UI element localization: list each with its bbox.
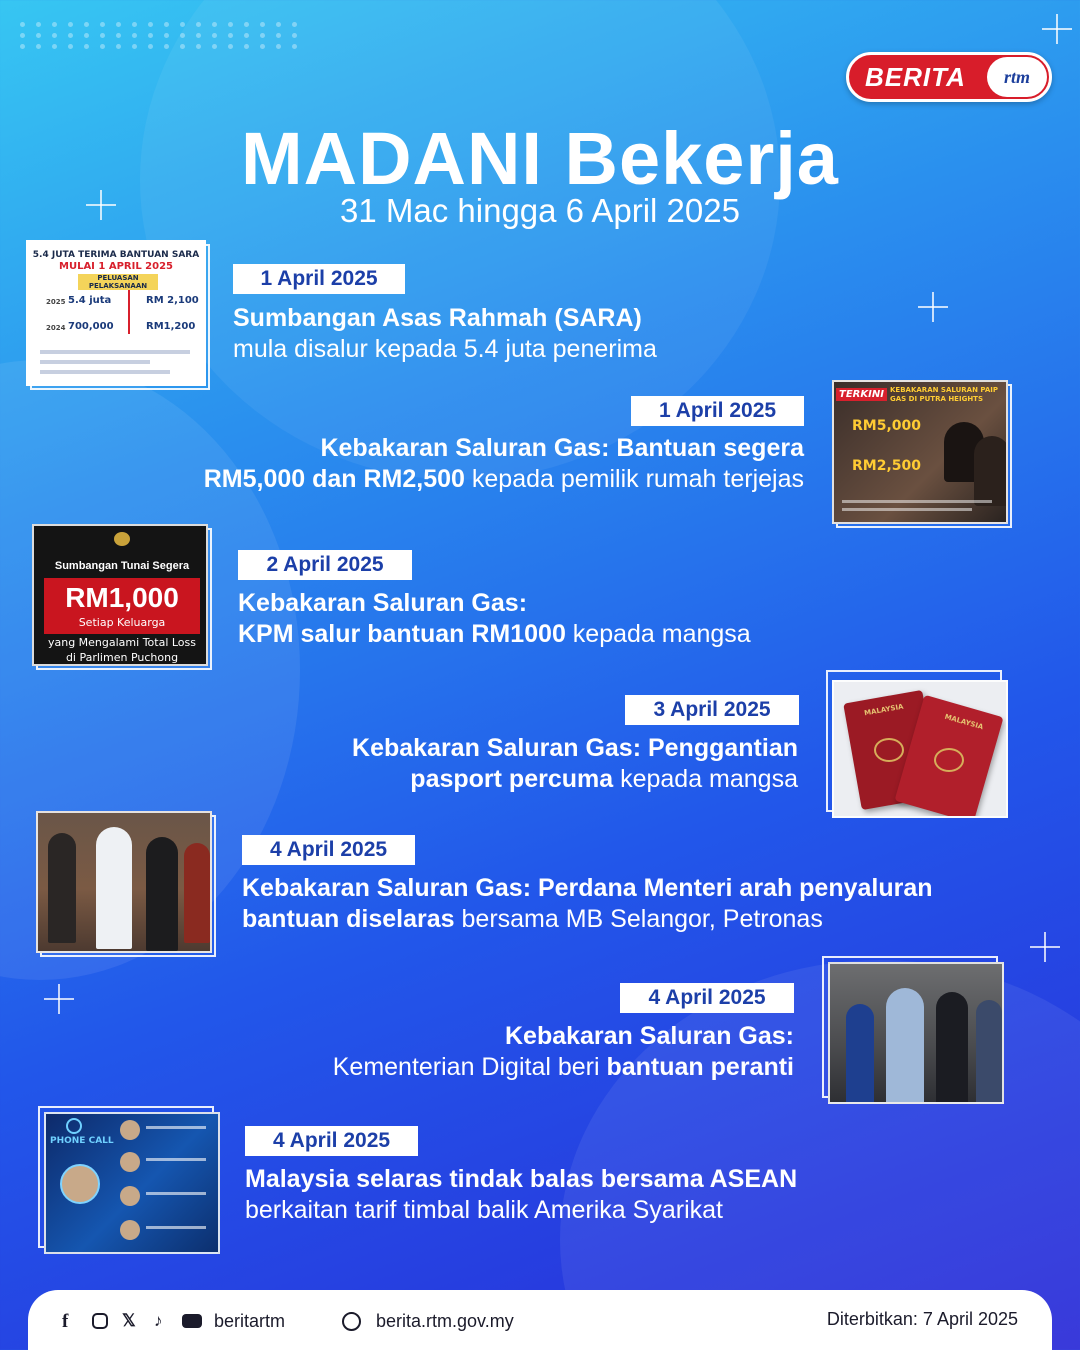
plus-decoration-icon — [1030, 932, 1060, 962]
globe-icon — [342, 1312, 361, 1331]
caption-line — [146, 1158, 206, 1161]
thumbnail-caption — [842, 508, 972, 511]
thumbnail-footnote — [40, 360, 150, 364]
thumbnail-subheading: MULAI 1 APRIL 2025 — [59, 261, 173, 272]
caption-line — [146, 1126, 206, 1129]
person-silhouette — [48, 833, 76, 943]
headline-bold: Kebakaran Saluran Gas: Bantuan segera — [320, 434, 804, 462]
dot-pattern — [20, 22, 302, 49]
thumbnail-value: RM2,500 — [852, 458, 921, 474]
date-tag: 4 April 2025 — [245, 1126, 418, 1156]
headline — [180, 1021, 794, 1083]
passport-label: MALAYSIA — [943, 712, 985, 732]
passport-label: MALAYSIA — [863, 702, 905, 718]
person-silhouette — [886, 988, 924, 1104]
youtube-icon[interactable] — [182, 1314, 202, 1328]
headline-text: kepada mangsa — [565, 620, 751, 648]
terkini-tag: TERKINI — [836, 388, 887, 401]
headline — [200, 733, 798, 795]
instagram-icon[interactable] — [92, 1313, 108, 1329]
thumbnail-footnote — [40, 370, 170, 374]
berita-rtm-logo — [846, 52, 1052, 102]
passport-thumbnail — [832, 680, 1008, 818]
headline — [245, 1164, 1005, 1226]
thumbnail-divider — [128, 290, 130, 334]
logo-text: BERITA — [865, 61, 966, 92]
thumbnail-heading: Sumbangan Tunai Segera — [54, 560, 190, 572]
headline-text: kepada pemilik rumah terjejas — [464, 465, 804, 493]
person-silhouette — [184, 843, 210, 943]
person-silhouette — [146, 837, 178, 951]
thumbnail-footnote — [40, 350, 190, 354]
plus-decoration-icon — [1042, 14, 1072, 44]
thumbnail-value: RM1,000 — [65, 582, 179, 613]
website-link[interactable]: berita.rtm.gov.my — [376, 1311, 514, 1331]
thumbnail-heading: 5.4 JUTA TERIMA BANTUAN SARA — [32, 250, 200, 260]
digital-ministry-photo-thumbnail — [828, 962, 1004, 1104]
plus-decoration-icon — [918, 292, 948, 322]
person-silhouette — [96, 827, 132, 949]
avatar — [120, 1186, 140, 1206]
passport-crest-icon — [874, 738, 904, 762]
tiktok-icon[interactable]: ♪ — [154, 1311, 163, 1330]
thumbnail-value: RM5,000 — [852, 418, 921, 434]
headline-bold: Kebakaran Saluran Gas: — [238, 589, 528, 617]
thumbnail-year: 2025 — [46, 298, 66, 306]
headline-bold: pasport percuma — [410, 765, 614, 793]
person-silhouette — [976, 1000, 1002, 1104]
person-silhouette — [846, 1004, 874, 1104]
headline — [238, 588, 838, 650]
x-icon[interactable]: 𝕏 — [122, 1311, 136, 1330]
date-tag: 4 April 2025 — [620, 983, 794, 1013]
avatar — [120, 1152, 140, 1172]
caption-line — [146, 1192, 206, 1195]
headline-text: mula disalur kepada 5.4 juta penerima — [233, 335, 657, 363]
plus-decoration-icon — [44, 984, 74, 1014]
headline-text: berkaitan tarif timbal balik Amerika Syarikat — [245, 1196, 723, 1224]
headline-bold: Malaysia selaras tindak balas bersama ASEAN — [245, 1165, 798, 1193]
avatar — [60, 1164, 100, 1204]
facebook-icon[interactable]: f — [62, 1311, 69, 1332]
headline-bold: KPM salur bantuan RM1000 — [238, 620, 566, 648]
gas-fire-news-thumbnail — [832, 380, 1008, 524]
page-subtitle: 31 Mac hingga 6 April 2025 — [340, 192, 740, 229]
thumbnail-value: 700,000 — [68, 321, 114, 332]
asean-phone-call-thumbnail — [44, 1112, 220, 1254]
person-silhouette — [936, 992, 968, 1104]
headline — [242, 873, 1042, 935]
kpm-aid-thumbnail — [32, 524, 208, 666]
date-tag: 1 April 2025 — [233, 264, 405, 294]
headline-bold: Sumbangan Asas Rahmah (SARA) — [233, 304, 642, 332]
headline-bold: bantuan peranti — [606, 1053, 794, 1081]
headline-bold: bantuan diselaras — [242, 905, 455, 933]
thumbnail-heading: KEBAKARAN SALURAN PAIP GAS DI PUTRA HEIGHTS — [890, 386, 999, 403]
sara-infographic-thumbnail — [26, 240, 206, 386]
thumbnail-caption — [842, 500, 992, 503]
pm-visit-photo-thumbnail — [36, 811, 212, 953]
headline-bold: RM5,000 dan RM2,500 — [203, 465, 465, 493]
headline-bold: Kebakaran Saluran Gas: Penggantian — [352, 734, 798, 762]
thumbnail-value: 5.4 juta — [68, 295, 112, 306]
page-title: MADANI Bekerja — [241, 117, 839, 200]
date-tag: 4 April 2025 — [242, 835, 415, 865]
thumbnail-year: 2024 — [46, 324, 66, 332]
thumbnail-value: RM 2,100 — [146, 295, 199, 306]
headline-bold: Kebakaran Saluran Gas: — [504, 1022, 794, 1050]
date-tag: 3 April 2025 — [625, 695, 799, 725]
thumbnail-text: di Parlimen Puchong — [65, 651, 179, 664]
date-tag: 2 April 2025 — [238, 550, 412, 580]
headline-text: bersama MB Selangor, Petronas — [454, 905, 823, 933]
caption-line — [146, 1226, 206, 1229]
thumbnail-text: Setiap Keluarga — [78, 616, 166, 629]
crest-icon — [114, 532, 130, 546]
thumbnail-value: RM1,200 — [146, 321, 196, 332]
phone-icon — [66, 1118, 82, 1134]
headline — [233, 303, 793, 365]
footer-bar — [28, 1290, 1052, 1350]
date-tag: 1 April 2025 — [631, 396, 804, 426]
rtm-badge: rtm — [987, 57, 1047, 97]
passport-crest-icon — [934, 748, 964, 772]
thumbnail-text: yang Mengalami Total Loss — [47, 636, 197, 649]
person-silhouette — [974, 436, 1008, 506]
headline — [40, 433, 804, 495]
thumbnail-label: PHONE CALL — [50, 1136, 114, 1146]
avatar — [120, 1120, 140, 1140]
thumbnail-band: PELUASAN PELAKSANAAN — [78, 274, 158, 290]
avatar — [120, 1220, 140, 1240]
headline-text: Kementerian Digital beri — [332, 1053, 607, 1081]
headline-text: kepada mangsa — [613, 765, 798, 793]
headline-bold: Kebakaran Saluran Gas: Perdana Menteri arah penyaluran — [242, 874, 933, 902]
published-date: Diterbitkan: 7 April 2025 — [826, 1309, 1018, 1329]
social-handle[interactable]: beritartm — [214, 1311, 286, 1331]
